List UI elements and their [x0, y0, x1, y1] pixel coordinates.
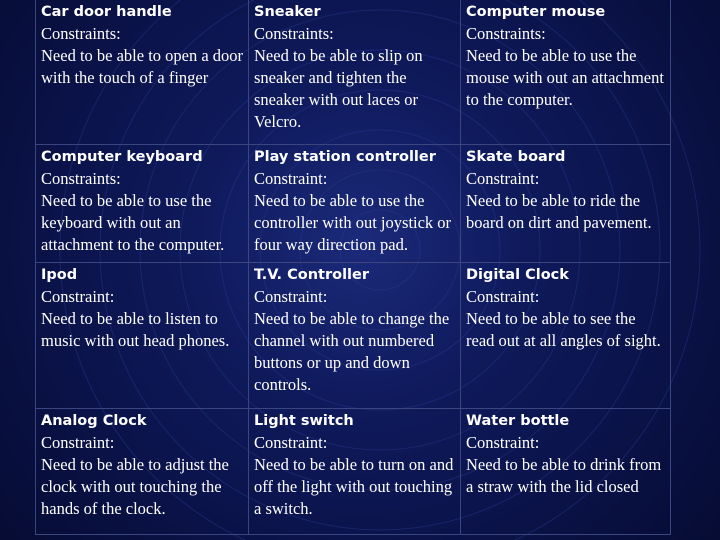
table-cell [249, 145, 461, 263]
cell-title: Skate board [466, 149, 566, 165]
table-cell [461, 145, 671, 263]
cell-title: Light switch [254, 413, 354, 429]
constraints-table [35, 0, 671, 535]
table-cell [249, 263, 461, 409]
cell-label: Constraint: [466, 169, 540, 188]
cell-label: Constraints: [466, 24, 546, 43]
cell-label: Constraint: [466, 433, 540, 452]
table-cell [461, 263, 671, 409]
cell-body: Need to be able to drink from a straw with the lid closed [466, 455, 662, 496]
cell-body: Need to be able to adjust the clock with out touching the hands of the clock. [41, 455, 229, 518]
cell-label: Constraint: [254, 433, 328, 452]
cell-title: Analog Clock [41, 413, 147, 429]
cell-title: Car door handle [41, 4, 172, 20]
cell-label: Constraint: [254, 169, 328, 188]
table-cell [461, 0, 671, 145]
cell-label: Constraint: [466, 287, 540, 306]
cell-title: T.V. Controller [254, 267, 370, 283]
table-cell [36, 409, 249, 535]
cell-body: Need to be able to slip on sneaker and tighten the sneaker with out laces or Velcro. [254, 46, 423, 131]
cell-title: Digital Clock [466, 267, 569, 283]
cell-title: Computer keyboard [41, 149, 203, 165]
cell-label: Constraints: [41, 169, 121, 188]
table-cell [36, 263, 249, 409]
cell-body: Need to be able to use the mouse with out an attachment to the computer. [466, 46, 664, 109]
cell-label: Constraint: [41, 433, 115, 452]
cell-label: Constraint: [254, 287, 328, 306]
table-cell [461, 409, 671, 535]
cell-title: Ipod [41, 267, 78, 283]
cell-title: Play station controller [254, 149, 436, 165]
cell-body: Need to be able to change the channel with out numbered buttons or up and down controls. [254, 309, 450, 394]
cell-body: Need to be able to use the keyboard with out an attachment to the computer. [41, 191, 225, 254]
cell-title: Computer mouse [466, 4, 606, 20]
cell-body: Need to be able to ride the board on dirt and pavement. [466, 191, 652, 232]
cell-label: Constraints: [254, 24, 334, 43]
table-cell [249, 0, 461, 145]
cell-body: Need to be able to see the read out at all angles of sight. [466, 309, 661, 350]
cell-label: Constraint: [41, 287, 115, 306]
table-cell [249, 409, 461, 535]
cell-title: Sneaker [254, 4, 321, 20]
cell-title: Water bottle [466, 413, 570, 429]
cell-body: Need to be able to use the controller with out joystick or four way direction pad. [254, 191, 452, 254]
table-cell [36, 0, 249, 145]
cell-label: Constraints: [41, 24, 121, 43]
table-cell [36, 145, 249, 263]
cell-body: Need to be able to turn on and off the light with out touching a switch. [254, 455, 454, 518]
cell-body: Need to be able to listen to music with out head phones. [41, 309, 230, 350]
cell-body: Need to be able to open a door with the touch of a finger [41, 46, 244, 87]
